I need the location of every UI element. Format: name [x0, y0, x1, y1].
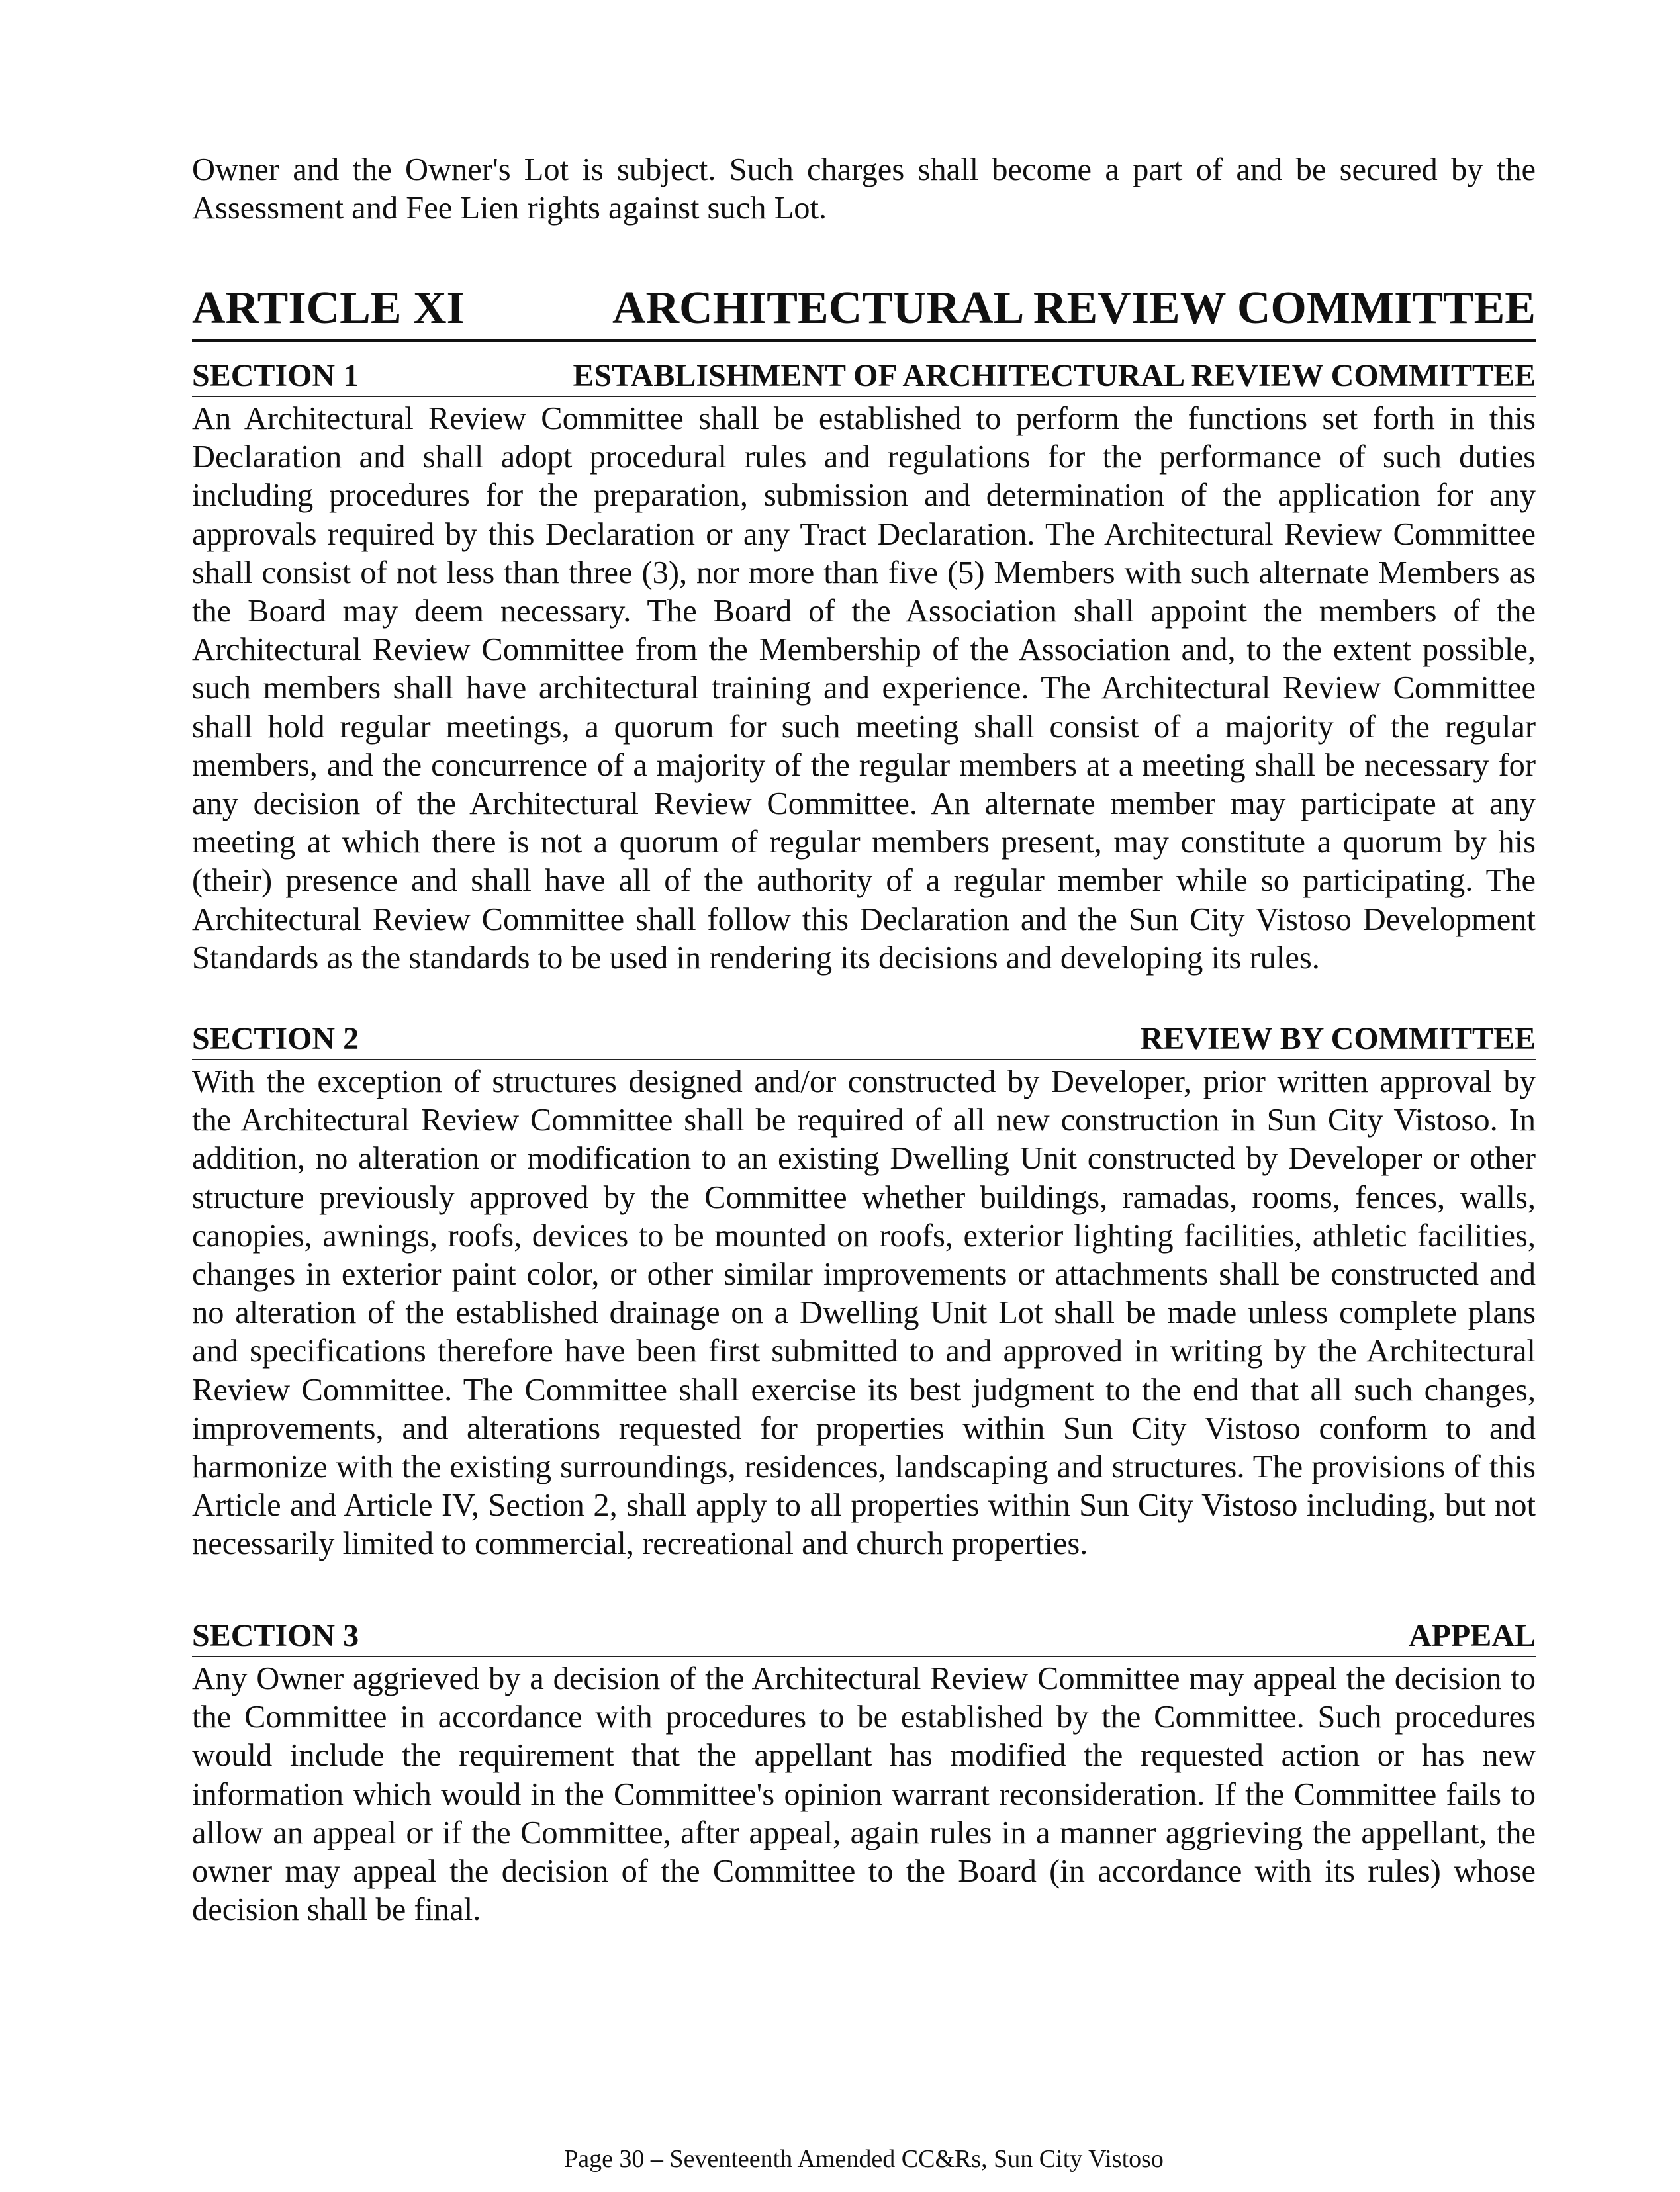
section-3-body: Any Owner aggrieved by a decision of the Architectural Review Committee may appeal the decision to the Committee in accordance with procedures to be established by the Committee. Such procedures would include the requirement that the appellant has modified the requested action or has new information which would in the Committee's opinion warrant reconsideration. If the Committee fails to allow an appeal or if the Committee, after appeal, again rules in a manner aggrieving the appellant, the owner may appeal the decision of the Committee to the Board (in accordance with its rules) whose decision shall be final. — [192, 1661, 1536, 1928]
article-title: ARCHITECTURAL REVIEW COMMITTEE — [612, 283, 1536, 334]
article-number: ARTICLE XI — [192, 283, 465, 334]
section-1-number: SECTION 1 — [192, 358, 359, 393]
section-3-heading — [192, 1616, 1536, 1657]
document-page — [192, 0, 1536, 2192]
section-1-heading — [192, 356, 1536, 397]
section-2-body: With the exception of structures designed and/or constructed by Developer, prior written approval by the Architectural Review Committee shall be required of all new construction in Sun City Vistoso. In addition, no alteration or modification to an existing Dwelling Unit constructed by Developer or other structure previously approved by the Committee whether buildings, ramadas, rooms, fences, walls, canopies, awnings, roofs, devices to be mounted on roofs, exterior lighting facilities, athletic facilities, changes in exterior paint color, or other similar improvements or attachments shall be constructed and no alteration of the established drainage on a Dwelling Unit Lot shall be made unless complete plans and specifications therefore have been first submitted to and approved in writing by the Architectural Review Committee. The Committee shall exercise its best judgment to the end that all such changes, improvements, and alterations requested for properties within Sun City Vistoso conform to and harmonize with the existing surroundings, residences, landscaping and structures. The provisions of this Article and Article IV, Section 2, shall apply to all properties within Sun City Vistoso including, but not necessarily limited to commercial, recreational and church properties. — [192, 1064, 1536, 1562]
intro-paragraph: Owner and the Owner's Lot is subject. Such charges shall become a part of and be secured by the Assessment and Fee Lien rights against such Lot. — [192, 152, 1536, 226]
article-heading — [192, 278, 1536, 342]
section-1-title: ESTABLISHMENT OF ARCHITECTURAL REVIEW COMMITTEE — [573, 358, 1536, 393]
section-3-title: APPEAL — [1409, 1618, 1536, 1653]
section-2-title: REVIEW BY COMMITTEE — [1140, 1021, 1536, 1056]
page-footer: Page 30 – Seventeenth Amended CC&Rs, Sun City Vistoso — [564, 2145, 1164, 2173]
section-2-heading — [192, 1019, 1536, 1060]
section-1-body: An Architectural Review Committee shall be established to perform the functions set forth in this Declaration and shall adopt procedural rules and regulations for the performance of such duties including procedures for the preparation, submission and determination of the application for any approvals required by this Declaration or any Tract Declaration. The Architectural Review Committee shall consist of not less than three (3), nor more than five (5) Members with such alternate Members as the Board may deem necessary. The Board of the Association shall appoint the members of the Architectural Review Committee from the Membership of the Association and, to the extent possible, such members shall have architectural training and experience. The Architectural Review Committee shall hold regular meetings, a quorum for such meeting shall consist of a majority of the regular members, and the concurrence of a majority of the regular members at a meeting shall be necessary for any decision of the Architectural Review Committee. An alternate member may participate at any meeting at which there is not a quorum of regular members present, may constitute a quorum by his (their) presence and shall have all of the authority of a regular member while so participating. The Architectural Review Committee shall follow this Declaration and the Sun City Vistoso Development Standards as the standards to be used in rendering its decisions and developing its rules. — [192, 401, 1536, 976]
section-2-number: SECTION 2 — [192, 1021, 359, 1056]
section-3-number: SECTION 3 — [192, 1618, 359, 1653]
